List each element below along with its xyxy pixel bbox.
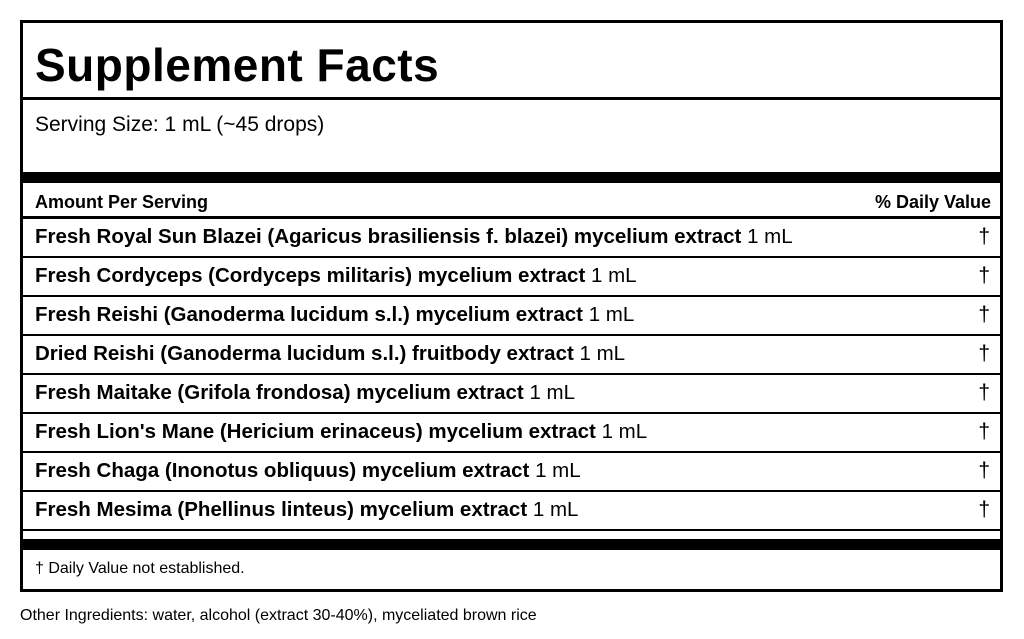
ingredient-row	[23, 258, 1000, 297]
ingredient-name	[35, 224, 793, 250]
ingredient-daily-value: †	[978, 342, 990, 365]
ingredient-amount: 1 mL	[532, 498, 579, 521]
supplement-facts-panel	[20, 20, 1003, 592]
ingredient-amount: 1 mL	[747, 225, 793, 248]
daily-value-header: % Daily Value	[874, 192, 991, 212]
other-ingredients: Other Ingredients: water, alcohol (extract 30-40%), myceliated brown rice	[20, 607, 537, 624]
ingredient-daily-value: †	[978, 498, 990, 521]
title-divider	[23, 97, 1000, 100]
ingredient-amount: 1 mL	[591, 264, 637, 287]
ingredient-row	[23, 414, 1000, 453]
ingredient-daily-value: †	[978, 264, 990, 287]
ingredient-amount: 1 mL	[535, 459, 581, 482]
ingredient-name	[35, 380, 575, 406]
ingredient-name-text: Dried Reishi (Ganoderma lucidum s.l.) fruitbody extract	[35, 342, 574, 365]
thick-divider-bottom	[23, 539, 1000, 550]
ingredient-row	[23, 375, 1000, 414]
footnote: † Daily Value not established.	[35, 560, 245, 577]
ingredient-daily-value: †	[978, 420, 990, 443]
ingredient-amount: 1 mL	[579, 342, 626, 365]
ingredient-row	[23, 453, 1000, 492]
ingredient-name	[35, 302, 634, 328]
amount-per-serving-header: Amount Per Serving	[35, 192, 209, 212]
ingredient-name-text: Fresh Maitake (Grifola frondosa) mycelium extract	[35, 381, 524, 404]
serving-size: Serving Size: 1 mL (~45 drops)	[35, 113, 325, 136]
ingredient-name	[35, 263, 637, 289]
ingredient-name-text: Fresh Reishi (Ganoderma lucidum s.l.) mycelium extract	[35, 303, 583, 326]
panel-title: Supplement Facts	[35, 39, 440, 91]
ingredient-name	[35, 419, 647, 445]
ingredient-amount: 1 mL	[601, 420, 648, 443]
ingredient-amount: 1 mL	[529, 381, 576, 404]
ingredient-row	[23, 492, 1000, 531]
ingredient-name	[35, 458, 581, 484]
ingredient-daily-value: †	[978, 225, 990, 248]
ingredient-name-text: Fresh Lion's Mane (Hericium erinaceus) mycelium extract	[35, 420, 596, 443]
ingredient-row	[23, 219, 1000, 258]
ingredient-name-text: Fresh Cordyceps (Cordyceps militaris) mycelium extract	[35, 264, 586, 287]
ingredient-row	[23, 297, 1000, 336]
ingredient-daily-value: †	[978, 381, 990, 404]
ingredient-row	[23, 336, 1000, 375]
thick-divider-top	[23, 172, 1000, 183]
ingredient-name-text: Fresh Mesima (Phellinus linteus) mycelium extract	[35, 498, 528, 521]
ingredient-amount: 1 mL	[588, 303, 635, 326]
ingredient-daily-value: †	[978, 303, 990, 326]
ingredient-daily-value: †	[978, 459, 990, 482]
row-divider	[23, 529, 1000, 531]
ingredient-name-text: Fresh Chaga (Inonotus obliquus) mycelium extract	[35, 459, 530, 482]
ingredient-name	[35, 341, 625, 367]
ingredient-name-text: Fresh Royal Sun Blazei (Agaricus brasiliensis f. blazei) mycelium extract	[35, 225, 742, 248]
ingredient-name	[35, 497, 578, 523]
